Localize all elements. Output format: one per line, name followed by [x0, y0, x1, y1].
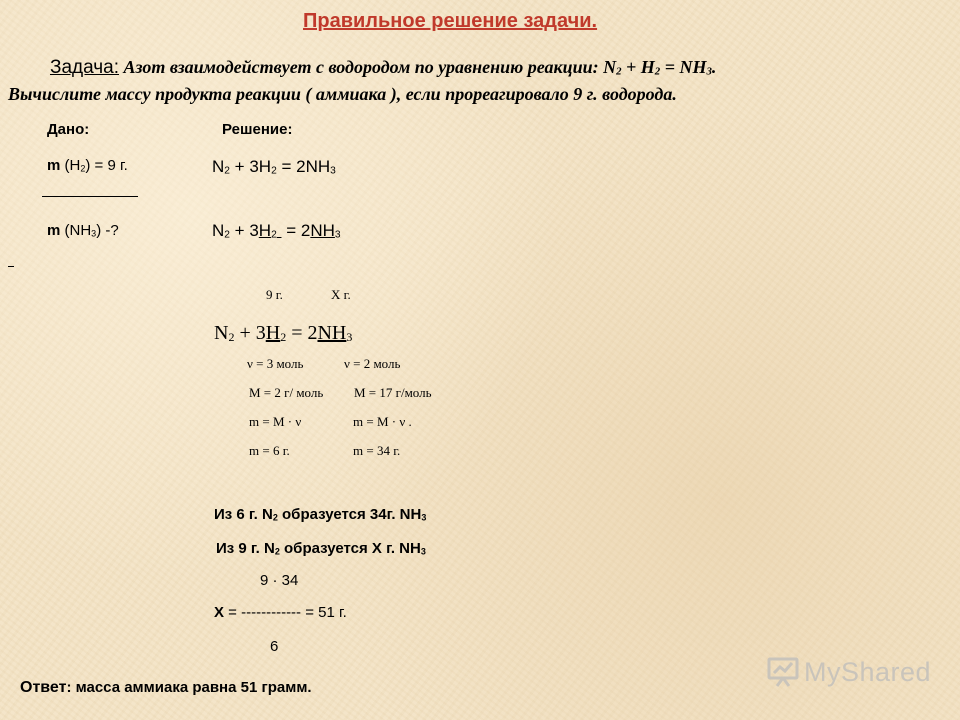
- task-eq-h-sub: 2: [654, 65, 661, 78]
- eq2-nh-sub: 3: [334, 229, 341, 241]
- eq2-mid: + 3: [229, 221, 259, 240]
- given-1-b: ) = 9 г.: [85, 157, 128, 174]
- task-label: Задача:: [50, 57, 120, 78]
- fraction-denominator: 6: [270, 638, 279, 655]
- eq3-eqs: =: [286, 322, 308, 344]
- fraction-x: X: [214, 604, 225, 621]
- eq2-nh: NH: [310, 221, 335, 240]
- given-2-sub: 3: [91, 228, 97, 239]
- eq2-h-sub: 2: [271, 229, 277, 241]
- equation-1: [212, 157, 336, 177]
- eq1-eqs: =: [276, 157, 297, 176]
- eq1-n: N: [212, 157, 225, 176]
- eq3-mid: + 3: [234, 322, 266, 344]
- equation-3: [214, 322, 352, 345]
- eq3-h-sub: 2: [280, 329, 287, 344]
- prop1-a-sub: 2: [272, 512, 278, 523]
- row2-nh3: M = 17 г/моль: [354, 385, 432, 400]
- task-eq-end: .: [711, 57, 717, 77]
- row3-h2: m = M · ν: [249, 414, 302, 429]
- eq3-h-underlined: [266, 322, 286, 344]
- stray-dash: [8, 266, 14, 267]
- row1-h2: ν = 3 моль: [247, 356, 304, 371]
- eq2-nh-underlined: [310, 221, 340, 240]
- eq3-h: H: [265, 322, 281, 344]
- given-divider: [42, 196, 138, 197]
- eq3-nh: NH: [317, 322, 347, 344]
- given-1-m: m: [47, 157, 61, 174]
- eq1-coef: 2: [296, 157, 306, 176]
- eq2-eqs: =: [281, 221, 301, 240]
- given-1-sub: 2: [80, 163, 86, 174]
- eq1-nh-sub: 3: [330, 165, 336, 177]
- page-title: Правильное решение задачи.: [303, 10, 598, 32]
- row4-nh3: m = 34 г.: [353, 443, 401, 458]
- prop2-a-sub: 2: [274, 546, 280, 557]
- given-label: Дано:: [47, 121, 90, 138]
- mass-above-h2: 9 г.: [266, 287, 283, 302]
- eq1-mid: + 3: [229, 157, 259, 176]
- answer: [20, 679, 312, 697]
- prop2-b-sub: 3: [420, 546, 426, 557]
- eq1-n-sub: 2: [224, 165, 230, 177]
- given-1: [47, 157, 128, 174]
- fraction-line: [214, 604, 347, 621]
- mass-above-nh3: X г.: [331, 287, 351, 302]
- eq3-nh-underlined: [317, 322, 352, 344]
- task-eq-n-sub: 2: [616, 65, 622, 78]
- given-2-m: m: [47, 222, 61, 239]
- row1-nh3: ν = 2 моль: [344, 356, 401, 371]
- answer-text: : масса аммиака равна 51 грамм.: [66, 679, 312, 696]
- eq2-coef: 2: [300, 221, 311, 240]
- eq2-n-sub: 2: [224, 229, 230, 241]
- row3-nh3: m = M · ν .: [353, 414, 412, 429]
- task-text: Азот взаимодействует с водородом по уравнению реакции:: [123, 57, 604, 77]
- eq3-n: N: [214, 322, 229, 344]
- fraction-result: = ------------ = 51 г.: [224, 604, 347, 621]
- given-1-a: (H: [60, 157, 81, 174]
- proportion-1: [214, 506, 426, 523]
- proportion-2: [216, 540, 426, 557]
- row2-h2: M = 2 г/ моль: [249, 385, 324, 400]
- eq2-h-underlined: [259, 221, 282, 240]
- eq3-n-sub: 2: [228, 329, 235, 344]
- task-eq-h: + H: [621, 57, 655, 77]
- task-line-1: [50, 57, 716, 79]
- watermark: [766, 656, 931, 688]
- row4-h2: m = 6 г.: [249, 443, 290, 458]
- presentation-icon: [766, 656, 800, 688]
- task-eq-n: N: [603, 57, 617, 77]
- task-eq-nh: = NH: [660, 57, 707, 77]
- prop2-a: Из 9 г. N: [216, 540, 275, 557]
- given-2: [47, 222, 119, 239]
- answer-label: Ответ: [20, 679, 67, 696]
- task-eq-nh-sub: 3: [706, 65, 712, 78]
- eq2-n: N: [212, 221, 225, 240]
- solution-label: Решение:: [222, 121, 293, 138]
- eq1-h: H: [258, 157, 272, 176]
- given-2-a: (NH: [60, 222, 92, 239]
- equation-2: [212, 221, 341, 241]
- prop1-b: образуется 34г. NH: [277, 506, 422, 523]
- eq2-h: H: [258, 221, 272, 240]
- given-2-b: ) -?: [96, 222, 119, 239]
- watermark-text: MyShared: [804, 656, 932, 687]
- prop1-a: Из 6 г. N: [214, 506, 273, 523]
- task-line-2: Вычислите массу продукта реакции ( аммиака ), если прореагировало 9 г. водорода.: [8, 84, 677, 104]
- prop1-b-sub: 3: [421, 512, 427, 523]
- eq1-h-sub: 2: [271, 165, 277, 177]
- eq1-nh: NH: [305, 157, 331, 176]
- fraction-numerator: 9 · 34: [260, 572, 299, 589]
- eq3-nh-sub: 3: [346, 329, 353, 344]
- eq3-coef: 2: [307, 322, 318, 344]
- prop2-b: образуется X г. NH: [279, 540, 421, 557]
